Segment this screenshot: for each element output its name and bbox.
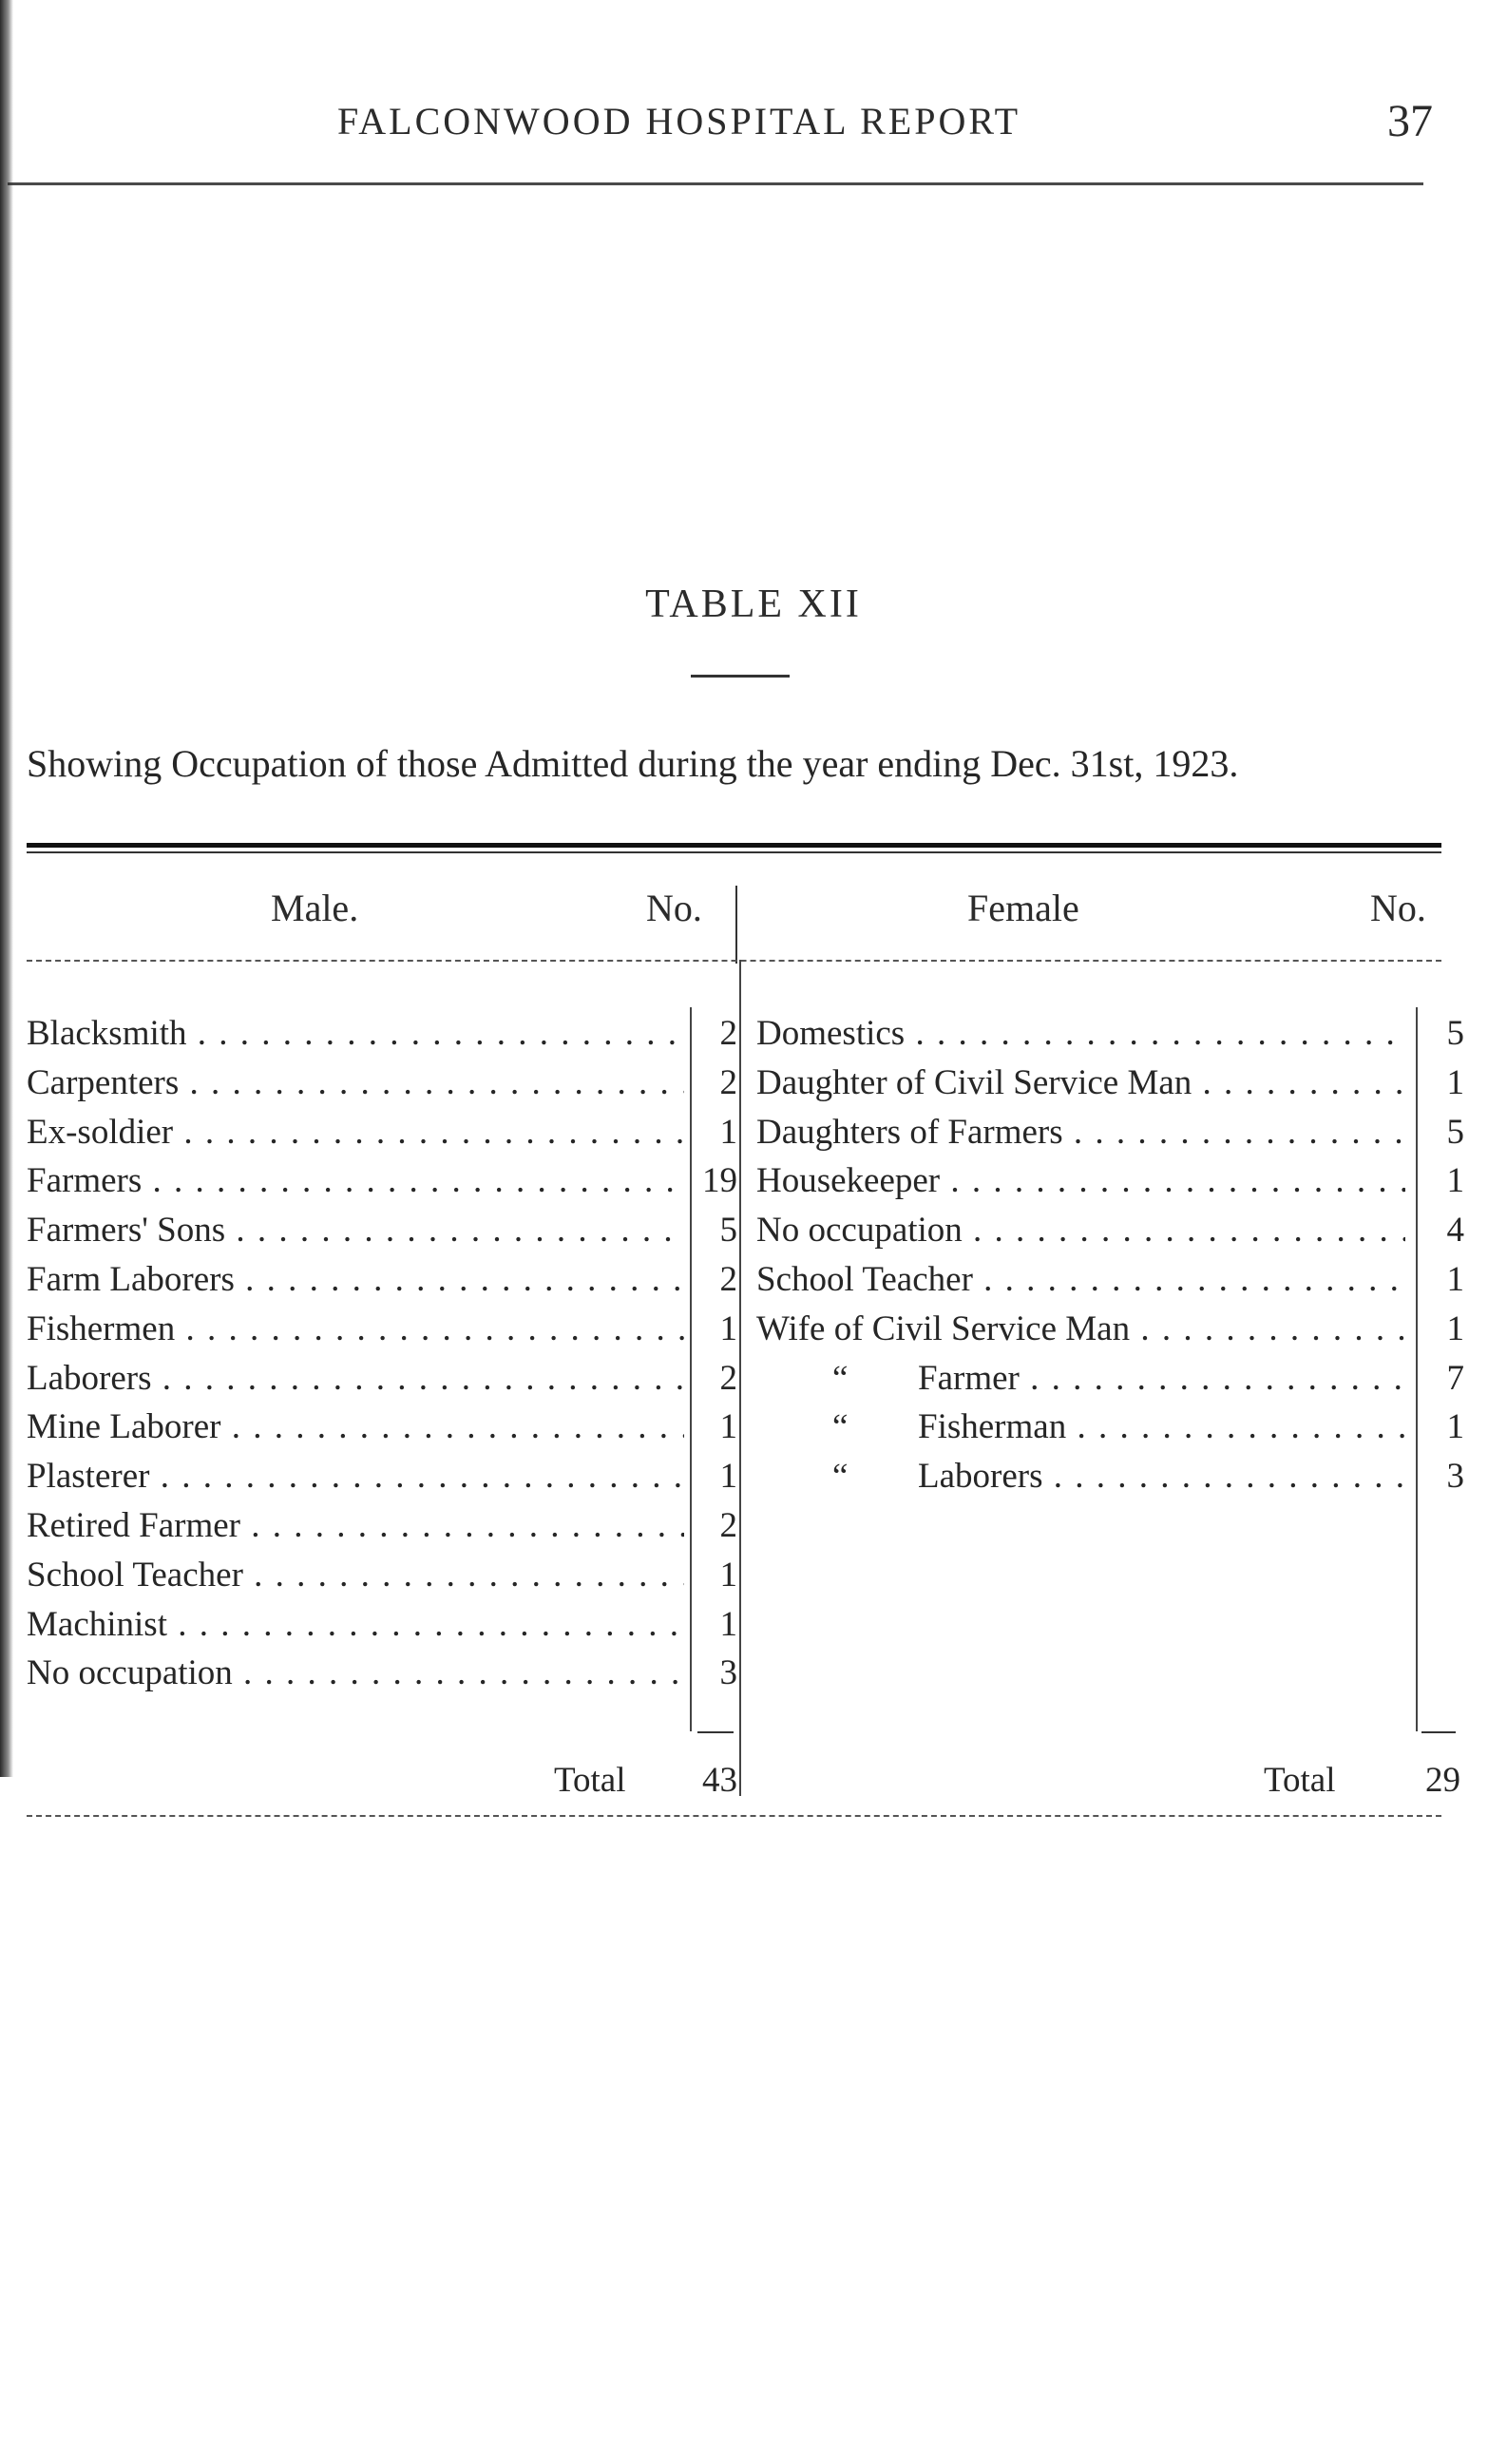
ditto-mark: “ — [832, 1457, 849, 1496]
male-occupation-cell — [27, 1604, 684, 1645]
dot-leader — [167, 1605, 684, 1644]
female-occupation-cell — [756, 1406, 1405, 1447]
male-occupation-label: Mine Laborer — [27, 1407, 221, 1446]
male-occupation-label: Fishermen — [27, 1309, 176, 1348]
male-occupation-cell — [27, 1308, 684, 1349]
male-occupation-label: Farmers — [27, 1161, 143, 1200]
table-top-rule-left — [27, 843, 830, 848]
male-row — [27, 1259, 739, 1308]
table-title: TABLE XII — [645, 583, 862, 626]
female-row — [756, 1456, 1464, 1505]
female-count-cell: 1 — [1446, 1063, 1464, 1102]
male-total-value: 43 — [702, 1761, 737, 1800]
female-count-cell: 7 — [1446, 1359, 1464, 1398]
table-top-rule-right — [829, 843, 1441, 848]
male-count-cell: 1 — [719, 1113, 737, 1152]
male-occupation-cell — [27, 1062, 684, 1103]
dot-leader — [149, 1457, 684, 1496]
female-occupation-label: Laborers — [918, 1457, 1043, 1496]
dot-leader — [940, 1161, 1405, 1200]
female-count-cell: 3 — [1446, 1457, 1464, 1496]
male-occupation-label: Laborers — [27, 1359, 152, 1398]
dot-leader — [1063, 1113, 1405, 1152]
table-top-rule-thin — [27, 851, 1441, 853]
dot-leader — [225, 1211, 684, 1250]
male-count-cell: 2 — [719, 1014, 737, 1053]
female-count-cell: 1 — [1446, 1260, 1464, 1299]
female-occupation-label: School Teacher — [756, 1260, 973, 1299]
female-total-value: 29 — [1425, 1761, 1460, 1800]
male-occupation-label: Plasterer — [27, 1457, 150, 1496]
dot-leader — [173, 1113, 684, 1152]
female-count-cell: 1 — [1446, 1161, 1464, 1200]
dot-leader — [142, 1161, 684, 1200]
male-occupation-cell — [27, 1358, 684, 1399]
male-total-rule — [697, 1731, 734, 1733]
male-row — [27, 1652, 739, 1702]
female-column-header: Female — [967, 887, 1079, 929]
male-row — [27, 1406, 739, 1456]
female-row — [756, 1210, 1464, 1259]
female-row — [756, 1358, 1464, 1407]
male-column-header: Male. — [271, 887, 359, 929]
male-occupation-label: School Teacher — [27, 1556, 243, 1595]
female-occupation-cell — [756, 1308, 1405, 1349]
dot-leader — [235, 1260, 684, 1299]
female-occupation-label: Fisherman — [918, 1407, 1067, 1446]
dot-leader — [905, 1014, 1405, 1053]
female-occupation-cell — [756, 1062, 1405, 1103]
male-count-cell: 1 — [719, 1556, 737, 1595]
female-row — [756, 1259, 1464, 1308]
male-occupation-cell — [27, 1112, 684, 1153]
female-row — [756, 1013, 1464, 1062]
male-row — [27, 1308, 739, 1358]
female-count-cell: 1 — [1446, 1407, 1464, 1446]
dot-leader — [220, 1407, 684, 1446]
male-count-cell: 2 — [719, 1359, 737, 1398]
male-count-cell: 1 — [719, 1309, 737, 1348]
header-rule — [8, 182, 1423, 185]
male-count-cell: 1 — [719, 1605, 737, 1644]
male-count-cell: 19 — [702, 1161, 737, 1200]
male-row — [27, 1160, 739, 1210]
male-row — [27, 1210, 739, 1259]
male-no-column-header: No. — [646, 887, 702, 929]
running-head: FALCONWOOD HOSPITAL REPORT — [337, 100, 1021, 143]
female-count-cell: 5 — [1446, 1113, 1464, 1152]
male-row — [27, 1013, 739, 1062]
female-row — [756, 1062, 1464, 1112]
male-count-cell: 5 — [719, 1211, 737, 1250]
female-count-cell: 4 — [1446, 1211, 1464, 1250]
female-count-cell: 5 — [1446, 1014, 1464, 1053]
table-bottom-rule — [27, 1815, 1441, 1817]
male-occupation-cell — [27, 1652, 684, 1693]
dot-leader — [1043, 1457, 1406, 1496]
page-number: 37 — [1387, 96, 1433, 146]
dot-leader — [179, 1063, 684, 1102]
header-column-divider — [735, 886, 737, 964]
male-occupation-cell — [27, 1259, 684, 1300]
male-row — [27, 1358, 739, 1407]
female-occupation-label: Daughter of Civil Service Man — [756, 1063, 1192, 1102]
male-occupation-label: Farm Laborers — [27, 1260, 235, 1299]
male-occupation-label: Carpenters — [27, 1063, 180, 1102]
dot-leader — [187, 1014, 684, 1053]
female-row — [756, 1406, 1464, 1456]
male-number-column-rule-left — [690, 1007, 692, 1731]
male-occupation-cell — [27, 1406, 684, 1447]
female-count-cell: 1 — [1446, 1309, 1464, 1348]
female-occupation-cell — [756, 1160, 1405, 1201]
male-row — [27, 1062, 739, 1112]
female-row — [756, 1308, 1464, 1358]
dot-leader — [973, 1260, 1405, 1299]
male-occupation-label: Farmers' Sons — [27, 1211, 226, 1250]
female-occupation-label: Daughters of Farmers — [756, 1113, 1063, 1152]
male-count-cell: 1 — [719, 1407, 737, 1446]
male-occupation-label: Ex-soldier — [27, 1113, 174, 1152]
male-occupation-label: Blacksmith — [27, 1014, 187, 1053]
male-count-cell: 3 — [719, 1653, 737, 1692]
male-occupation-cell — [27, 1456, 684, 1497]
female-row — [756, 1160, 1464, 1210]
male-occupation-cell — [27, 1505, 684, 1546]
male-row — [27, 1604, 739, 1653]
female-occupation-label: Domestics — [756, 1014, 906, 1053]
ditto-mark: “ — [832, 1359, 849, 1398]
table-caption: Showing Occupation of those Admitted during the year ending Dec. 31st, 1923. — [27, 742, 1239, 785]
male-occupation-cell — [27, 1013, 684, 1054]
female-total-rule — [1421, 1731, 1456, 1733]
female-row — [756, 1112, 1464, 1161]
male-count-cell: 2 — [719, 1506, 737, 1545]
male-row — [27, 1456, 739, 1505]
female-number-column-rule — [1416, 1007, 1418, 1731]
header-bottom-rule — [27, 960, 1441, 962]
male-occupation-cell — [27, 1210, 684, 1251]
female-total-label: Total — [1264, 1761, 1336, 1800]
dot-leader — [1020, 1359, 1405, 1398]
dot-leader — [152, 1359, 685, 1398]
male-row — [27, 1112, 739, 1161]
ditto-mark: “ — [832, 1407, 849, 1446]
dot-leader — [240, 1506, 684, 1545]
female-no-column-header: No. — [1370, 887, 1426, 929]
female-occupation-cell — [756, 1358, 1405, 1399]
female-occupation-cell — [756, 1210, 1405, 1251]
male-occupation-label: Machinist — [27, 1605, 167, 1644]
dot-leader — [233, 1653, 684, 1692]
dot-leader — [963, 1211, 1405, 1250]
male-row — [27, 1505, 739, 1555]
male-occupation-label: No occupation — [27, 1653, 233, 1692]
title-rule — [691, 675, 790, 678]
male-row — [27, 1555, 739, 1604]
dot-leader — [1192, 1063, 1405, 1102]
male-occupation-label: Retired Farmer — [27, 1506, 240, 1545]
male-count-cell: 1 — [719, 1457, 737, 1496]
female-occupation-label: Wife of Civil Service Man — [756, 1309, 1131, 1348]
dot-leader — [243, 1556, 684, 1595]
female-occupation-label: Farmer — [918, 1359, 1020, 1398]
female-occupation-cell — [756, 1259, 1405, 1300]
female-occupation-label: No occupation — [756, 1211, 963, 1250]
center-column-rule — [739, 960, 741, 1796]
dot-leader — [1130, 1309, 1405, 1348]
male-occupation-cell — [27, 1555, 684, 1595]
female-occupation-cell — [756, 1013, 1405, 1054]
male-total-label: Total — [554, 1761, 626, 1800]
dot-leader — [1066, 1407, 1405, 1446]
male-occupation-cell — [27, 1160, 684, 1201]
male-count-cell: 2 — [719, 1260, 737, 1299]
female-occupation-label: Housekeeper — [756, 1161, 941, 1200]
male-count-cell: 2 — [719, 1063, 737, 1102]
female-occupation-cell — [756, 1456, 1405, 1497]
dot-leader — [175, 1309, 684, 1348]
female-occupation-cell — [756, 1112, 1405, 1153]
book-binding-edge — [0, 0, 13, 1777]
